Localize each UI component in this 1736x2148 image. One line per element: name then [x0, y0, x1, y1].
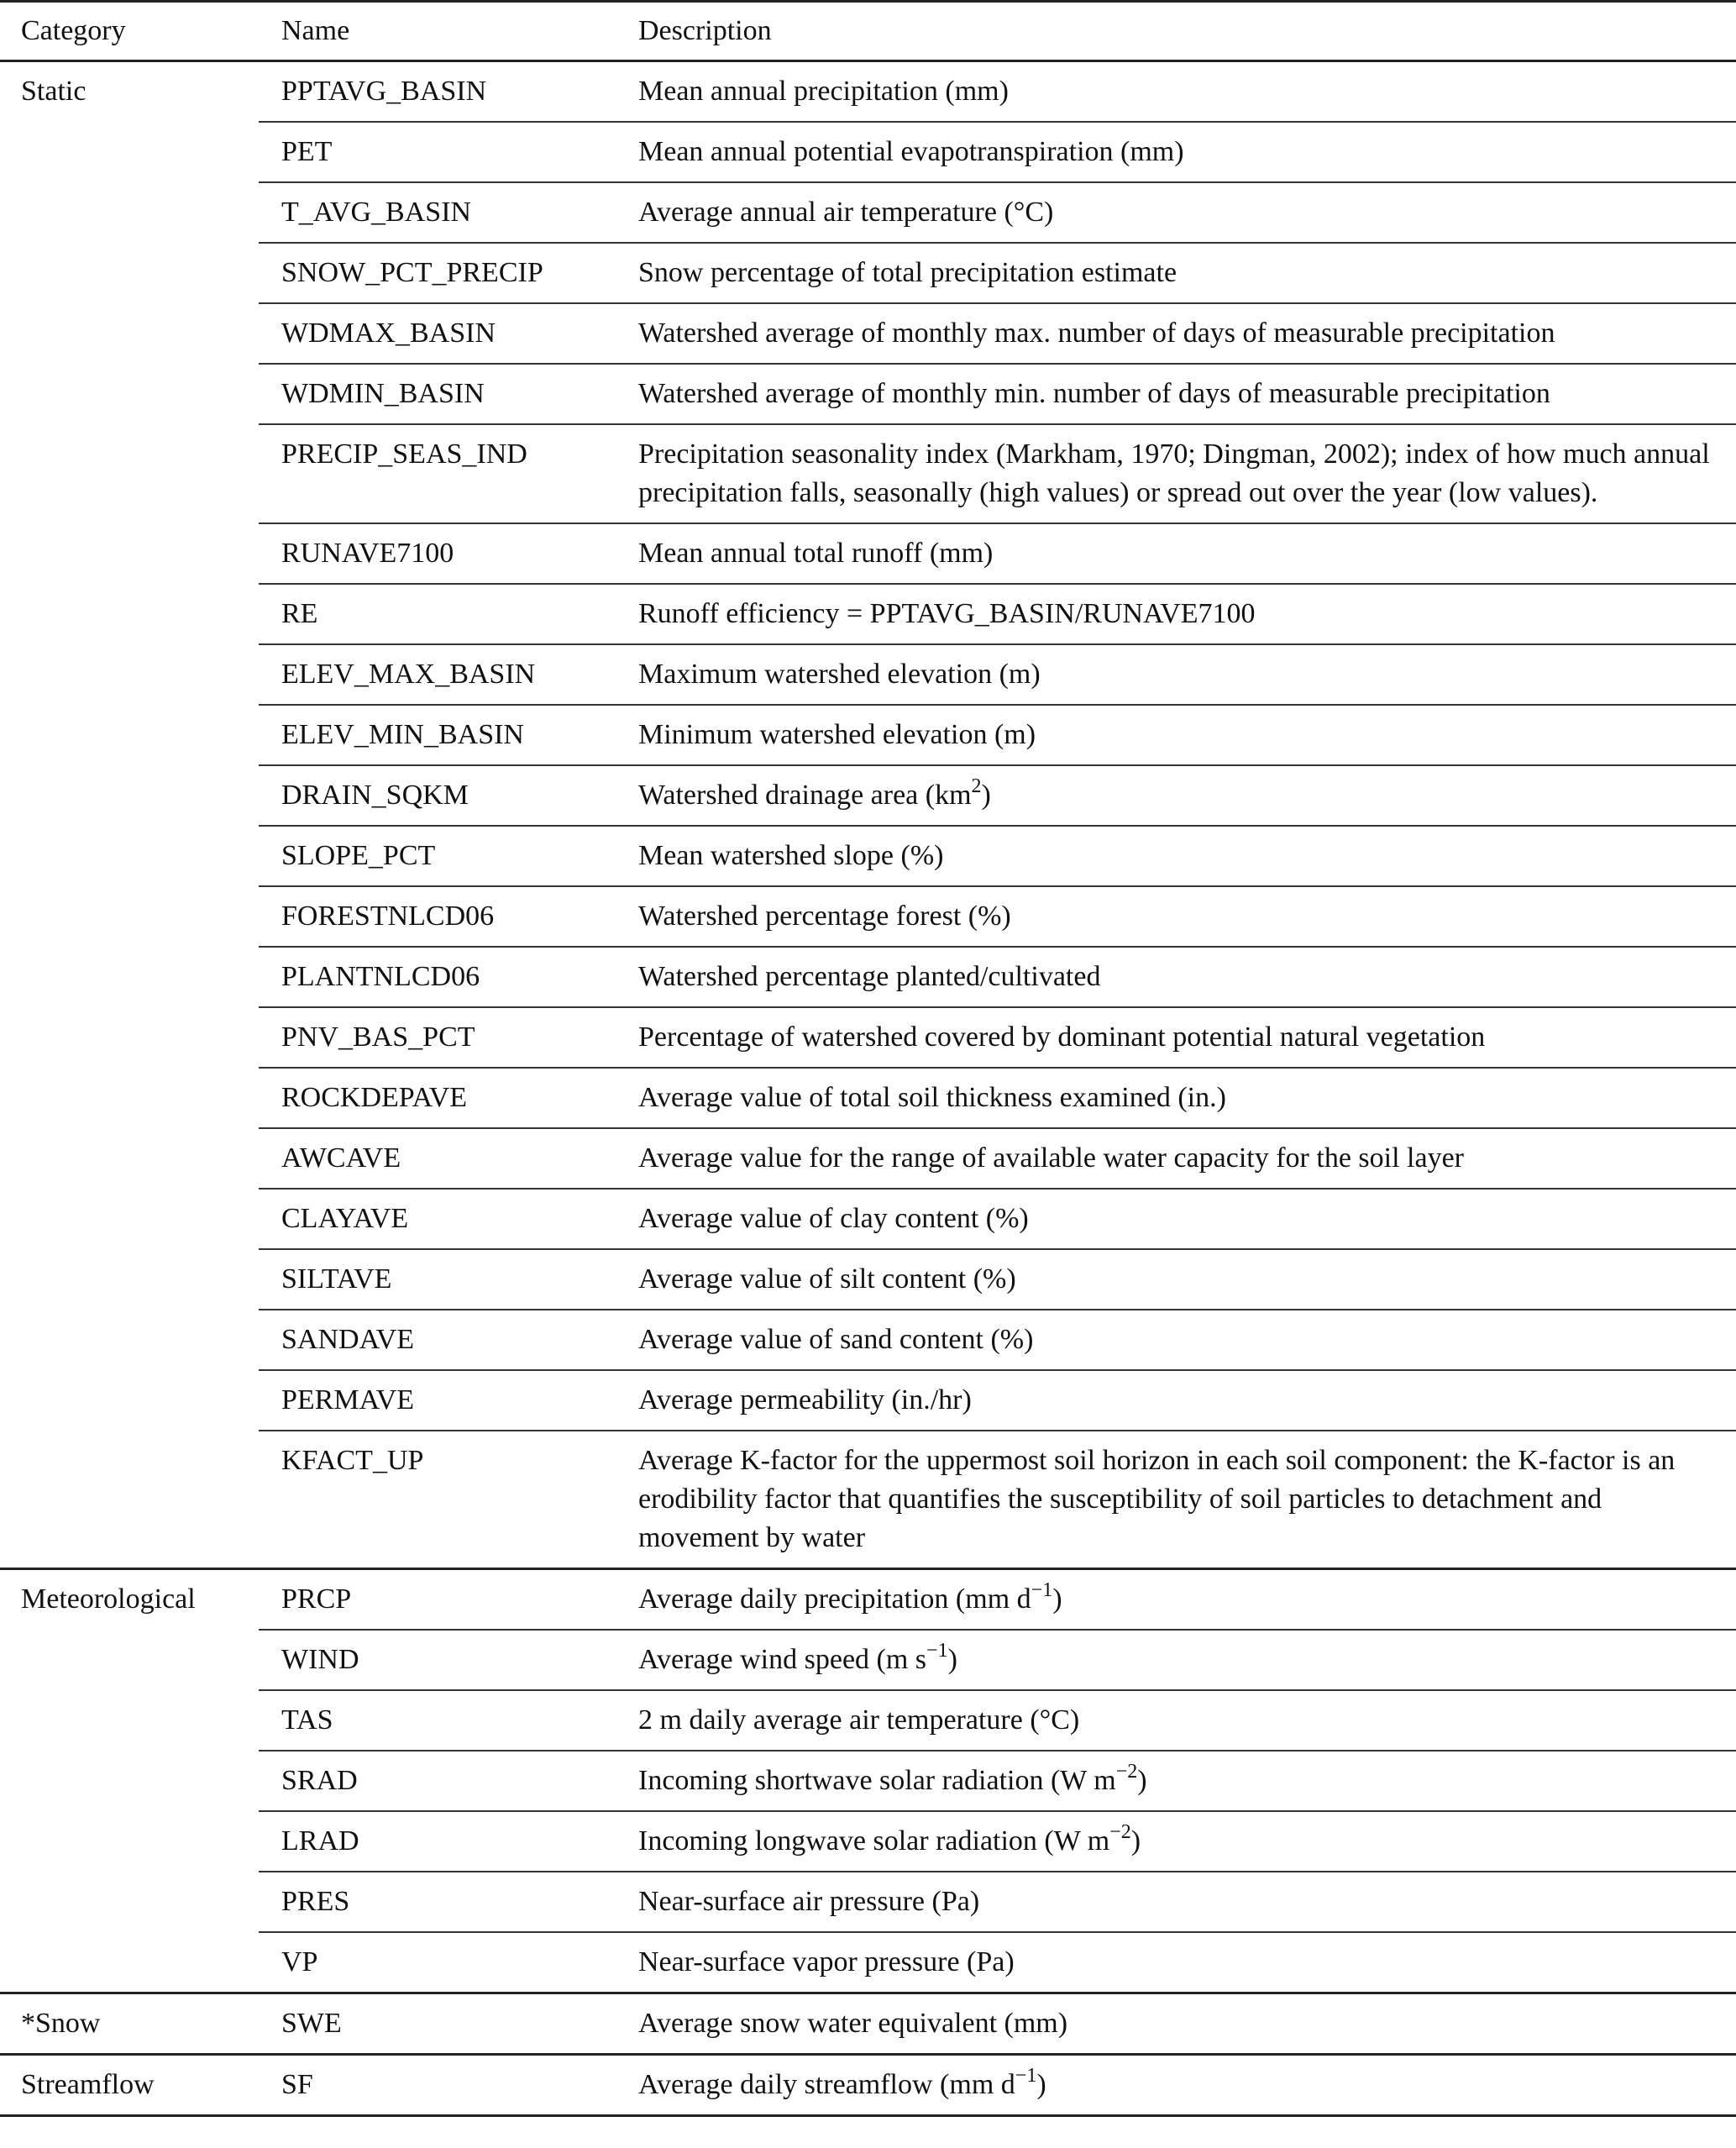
description-cell [617, 61, 1736, 123]
description-text: Average value of total soil thickness examined (in.) [638, 1082, 1226, 1113]
description-suffix: ) [1036, 2069, 1046, 2100]
unit-exponent: −1 [1031, 1578, 1053, 1601]
name-cell: ELEV_MAX_BASIN [259, 644, 617, 705]
category-cell [0, 1068, 259, 1128]
name-cell: KFACT_UP [259, 1431, 617, 1569]
table-row [0, 61, 1736, 123]
description-suffix: ) [947, 1644, 957, 1675]
table-row [0, 1310, 1736, 1370]
table-row [0, 122, 1736, 182]
name-cell: DRAIN_SQKM [259, 765, 617, 826]
category-cell [0, 1189, 259, 1249]
category-cell [0, 644, 259, 705]
table-row [0, 1872, 1736, 1932]
name-cell: SLOPE_PCT [259, 826, 617, 886]
description-text: Snow percentage of total precipitation estimate [638, 257, 1177, 288]
table-row [0, 765, 1736, 826]
description-cell [617, 644, 1736, 705]
category-cell [0, 1690, 259, 1751]
description-text: Average permeability (in./hr) [638, 1384, 972, 1415]
table-row [0, 424, 1736, 523]
category-cell [0, 947, 259, 1007]
table-row [0, 1431, 1736, 1569]
name-cell: PNV_BAS_PCT [259, 1007, 617, 1068]
name-cell: LRAD [259, 1811, 617, 1872]
description-cell [617, 1751, 1736, 1811]
name-cell: PERMAVE [259, 1370, 617, 1431]
description-cell [617, 1370, 1736, 1431]
table-row [0, 1932, 1736, 1993]
name-cell: AWCAVE [259, 1128, 617, 1189]
description-text: Mean annual potential evapotranspiration (mm) [638, 136, 1184, 167]
category-cell [0, 122, 259, 182]
category-cell [0, 705, 259, 765]
unit-exponent: −1 [926, 1639, 948, 1662]
description-cell [617, 303, 1736, 364]
description-text: Average annual air temperature (°C) [638, 197, 1054, 228]
description-text: Average K-factor for the uppermost soil horizon in each soil component: the K-factor is an erodibility factor that quantifies the susceptibility of soil particles to detachment and movement by water [638, 1445, 1676, 1553]
table-row [0, 1690, 1736, 1751]
description-suffix: ) [1137, 1765, 1147, 1796]
name-cell: PRCP [259, 1569, 617, 1631]
unit-exponent: 2 [971, 775, 982, 797]
description-cell [617, 1310, 1736, 1370]
name-cell: SANDAVE [259, 1310, 617, 1370]
description-cell [617, 364, 1736, 424]
name-cell: SWE [259, 1993, 617, 2055]
description-cell [617, 1189, 1736, 1249]
description-cell [617, 1068, 1736, 1128]
description-suffix: ) [1130, 1825, 1141, 1857]
description-cell [617, 1569, 1736, 1631]
table-row [0, 1068, 1736, 1128]
description-text: Average value for the range of available water capacity for the soil layer [638, 1142, 1464, 1174]
name-cell: CLAYAVE [259, 1189, 617, 1249]
table-row [0, 1128, 1736, 1189]
description-text: Mean annual total runoff (mm) [638, 538, 994, 569]
category-cell [0, 584, 259, 644]
table-row [0, 705, 1736, 765]
table-row [0, 1569, 1736, 1631]
category-cell [0, 303, 259, 364]
table-row [0, 644, 1736, 705]
header-description: Description [638, 15, 772, 46]
name-cell: VP [259, 1932, 617, 1993]
description-cell [617, 122, 1736, 182]
description-cell [617, 1128, 1736, 1189]
name-cell: T_AVG_BASIN [259, 182, 617, 243]
category-cell [0, 1751, 259, 1811]
name-cell: SNOW_PCT_PRECIP [259, 243, 617, 303]
description-text: Watershed percentage forest (%) [638, 901, 1011, 932]
table-row [0, 1811, 1736, 1872]
table-row [0, 1007, 1736, 1068]
category-cell [0, 182, 259, 243]
name-cell: FORESTNLCD06 [259, 886, 617, 947]
category-cell [0, 1128, 259, 1189]
table-row [0, 182, 1736, 243]
description-text: Incoming shortwave solar radiation (W m [638, 1765, 1116, 1796]
name-cell: WDMIN_BASIN [259, 364, 617, 424]
category-cell: Streamflow [0, 2055, 259, 2116]
description-cell [617, 424, 1736, 523]
description-text: Near-surface vapor pressure (Pa) [638, 1946, 1015, 1977]
description-cell [617, 1007, 1736, 1068]
category-cell [0, 1007, 259, 1068]
description-suffix: ) [981, 780, 991, 811]
table-row [0, 303, 1736, 364]
table-row [0, 243, 1736, 303]
table-body [0, 61, 1736, 2116]
category-cell [0, 1431, 259, 1569]
description-cell [617, 1872, 1736, 1932]
description-text: Average snow water equivalent (mm) [638, 2008, 1068, 2039]
category-cell [0, 886, 259, 947]
description-text: Incoming longwave solar radiation (W m [638, 1825, 1110, 1857]
name-cell: SRAD [259, 1751, 617, 1811]
name-cell: PRES [259, 1872, 617, 1932]
category-cell [0, 1310, 259, 1370]
category-cell [0, 1932, 259, 1993]
table-row [0, 947, 1736, 1007]
name-cell: TAS [259, 1690, 617, 1751]
name-cell: RUNAVE7100 [259, 523, 617, 584]
name-cell: WDMAX_BASIN [259, 303, 617, 364]
description-cell [617, 1690, 1736, 1751]
category-cell [0, 364, 259, 424]
table-row [0, 886, 1736, 947]
table-row [0, 1189, 1736, 1249]
description-cell [617, 243, 1736, 303]
description-text: Maximum watershed elevation (m) [638, 659, 1041, 690]
category-cell [0, 243, 259, 303]
header-name: Name [281, 15, 350, 46]
table-row [0, 584, 1736, 644]
category-cell [0, 1811, 259, 1872]
description-suffix: ) [1052, 1583, 1062, 1615]
table-row [0, 2055, 1736, 2116]
description-text: Mean annual precipitation (mm) [638, 76, 1009, 107]
description-cell [617, 705, 1736, 765]
description-text: 2 m daily average air temperature (°C) [638, 1704, 1080, 1736]
description-cell [617, 886, 1736, 947]
name-cell: PET [259, 122, 617, 182]
description-text: Average value of clay content (%) [638, 1203, 1029, 1234]
table-row [0, 1370, 1736, 1431]
table-row [0, 826, 1736, 886]
category-cell [0, 1249, 259, 1310]
name-cell: PPTAVG_BASIN [259, 61, 617, 123]
table-row [0, 1993, 1736, 2055]
name-cell: ROCKDEPAVE [259, 1068, 617, 1128]
description-text: Watershed drainage area (km [638, 780, 972, 811]
description-cell [617, 1431, 1736, 1569]
description-cell [617, 947, 1736, 1007]
unit-exponent: −2 [1115, 1760, 1138, 1783]
description-text: Watershed percentage planted/cultivated [638, 961, 1101, 992]
header-category: Category [21, 15, 126, 46]
category-cell: Meteorological [0, 1569, 259, 1631]
description-cell [617, 826, 1736, 886]
table-row [0, 523, 1736, 584]
category-cell [0, 1630, 259, 1690]
description-text: Precipitation seasonality index (Markham, 1970; Dingman, 2002); index of how much annual precipitation falls, seasonally (high values) or spread out over the year (low values). [638, 439, 1710, 508]
description-text: Runoff efficiency = PPTAVG_BASIN/RUNAVE7100 [638, 598, 1256, 629]
description-text: Average daily precipitation (mm d [638, 1583, 1031, 1615]
name-cell: SF [259, 2055, 617, 2116]
category-cell [0, 424, 259, 523]
description-cell [617, 1993, 1736, 2055]
description-cell [617, 2055, 1736, 2116]
category-cell [0, 765, 259, 826]
description-cell [617, 765, 1736, 826]
category-cell [0, 523, 259, 584]
description-text: Average wind speed (m s [638, 1644, 927, 1675]
description-cell [617, 584, 1736, 644]
description-text: Watershed average of monthly min. number of days of measurable precipitation [638, 378, 1550, 409]
description-cell [617, 1249, 1736, 1310]
table-row [0, 1751, 1736, 1811]
category-cell: *Snow [0, 1993, 259, 2055]
category-cell: Static [0, 61, 259, 123]
description-cell [617, 1932, 1736, 1993]
description-text: Watershed average of monthly max. number of days of measurable precipitation [638, 318, 1555, 349]
description-text: Minimum watershed elevation (m) [638, 719, 1036, 750]
description-text: Mean watershed slope (%) [638, 840, 944, 871]
header-row [0, 2, 1736, 61]
name-cell: PLANTNLCD06 [259, 947, 617, 1007]
description-text: Average value of sand content (%) [638, 1324, 1034, 1355]
description-text: Near-surface air pressure (Pa) [638, 1886, 980, 1917]
description-cell [617, 1630, 1736, 1690]
category-cell [0, 1872, 259, 1932]
name-cell: WIND [259, 1630, 617, 1690]
unit-exponent: −1 [1015, 2064, 1037, 2087]
description-cell [617, 182, 1736, 243]
category-cell [0, 1370, 259, 1431]
description-text: Average value of silt content (%) [638, 1263, 1016, 1295]
name-cell: SILTAVE [259, 1249, 617, 1310]
unit-exponent: −2 [1109, 1820, 1131, 1843]
table-row [0, 364, 1736, 424]
table-row [0, 1630, 1736, 1690]
description-cell [617, 523, 1736, 584]
category-cell [0, 826, 259, 886]
name-cell: ELEV_MIN_BASIN [259, 705, 617, 765]
description-text: Average daily streamflow (mm d [638, 2069, 1015, 2100]
table-row [0, 1249, 1736, 1310]
name-cell: PRECIP_SEAS_IND [259, 424, 617, 523]
description-text: Percentage of watershed covered by dominant potential natural vegetation [638, 1021, 1486, 1053]
description-cell [617, 1811, 1736, 1872]
name-cell: RE [259, 584, 617, 644]
